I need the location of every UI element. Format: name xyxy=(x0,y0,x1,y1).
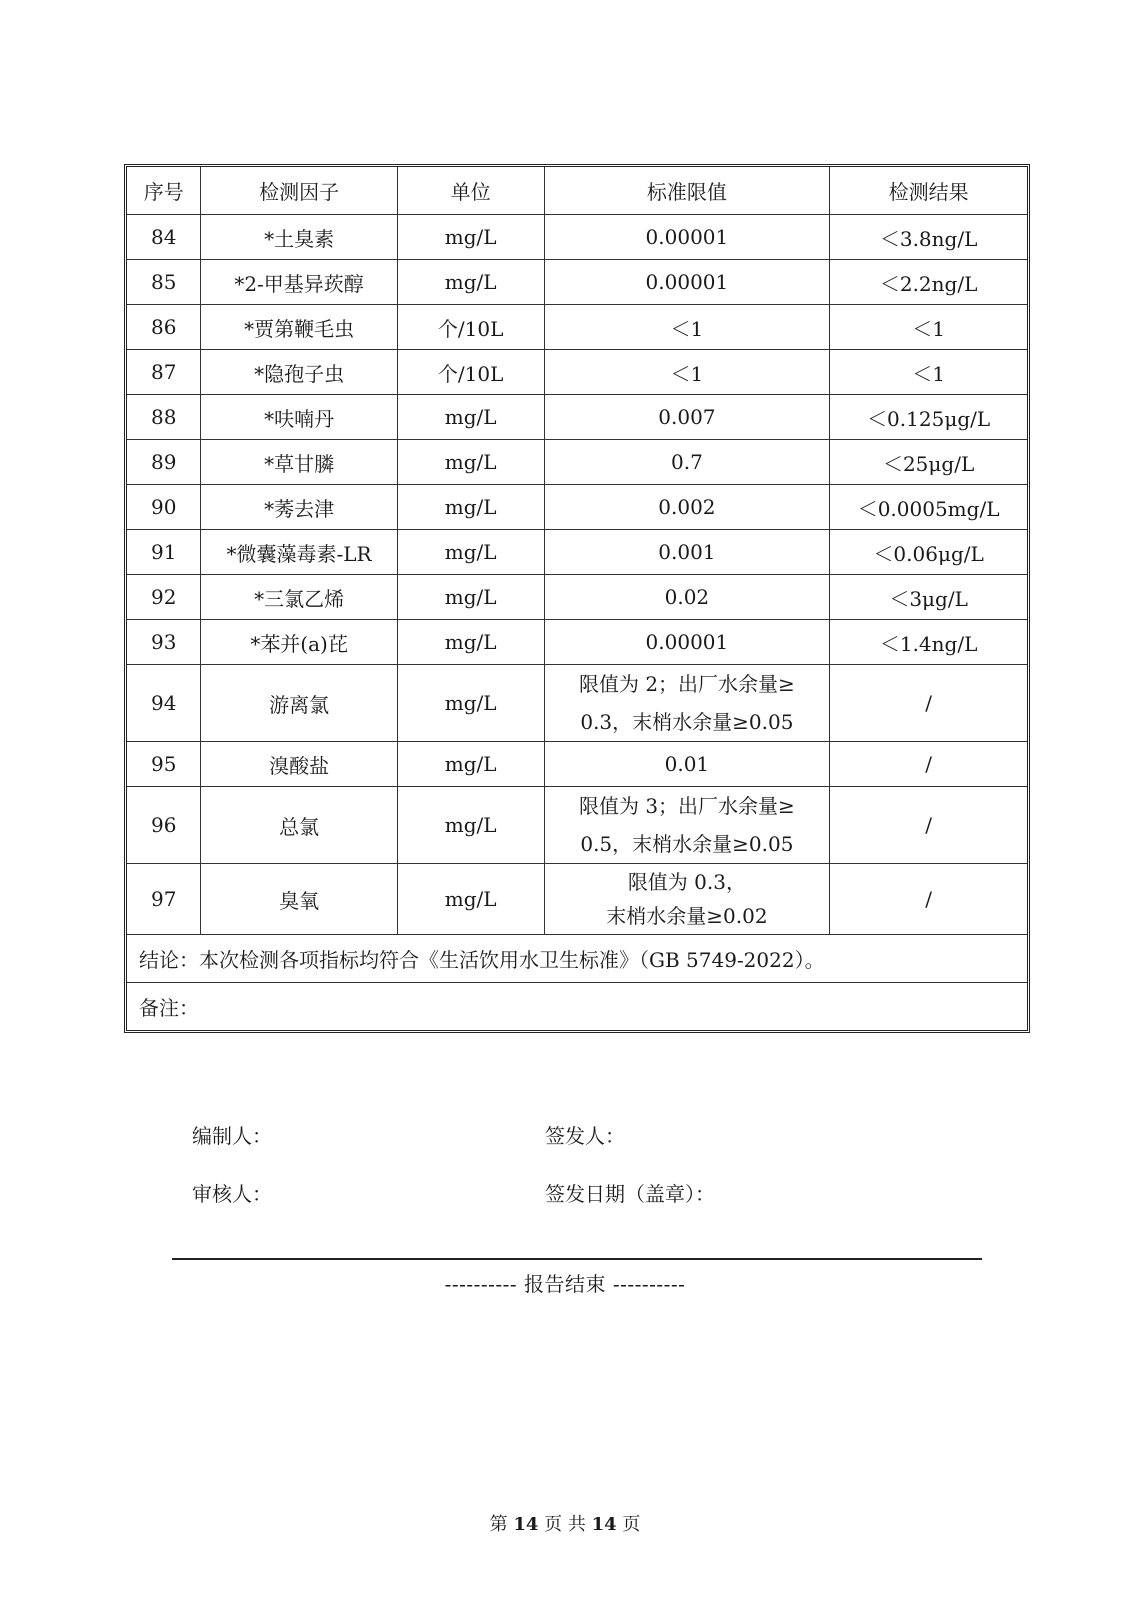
cell-factor: *草甘膦 xyxy=(201,440,397,485)
cell-no: 97 xyxy=(127,864,201,935)
cell-limit: 0.00001 xyxy=(544,620,830,665)
cell-unit: mg/L xyxy=(397,787,544,864)
cell-result: ＜0.125μg/L xyxy=(830,395,1027,440)
table-row xyxy=(127,440,1027,485)
cell-unit: mg/L xyxy=(397,215,544,260)
cell-factor: *隐孢子虫 xyxy=(201,350,397,395)
end-divider xyxy=(172,1258,982,1260)
cell-no: 90 xyxy=(127,485,201,530)
page-suffix: 页 xyxy=(622,1514,641,1535)
cell-limit-line: 末梢水余量≥0.02 xyxy=(606,904,768,928)
cell-result: ＜3.8ng/L xyxy=(830,215,1027,260)
cell-result: ＜1.4ng/L xyxy=(830,620,1027,665)
cell-limit xyxy=(544,787,830,864)
cell-unit: mg/L xyxy=(397,440,544,485)
cell-factor: *微囊藻毒素-LR xyxy=(201,530,397,575)
cell-result: ＜1 xyxy=(830,350,1027,395)
cell-unit: 个/10L xyxy=(397,305,544,350)
cell-limit: 0.01 xyxy=(544,742,830,787)
conclusion-row xyxy=(127,935,1027,983)
cell-result: / xyxy=(830,665,1027,742)
cell-factor: 臭氧 xyxy=(201,864,397,935)
header-unit: 单位 xyxy=(397,167,544,215)
header-no: 序号 xyxy=(127,167,201,215)
cell-factor: *呋喃丹 xyxy=(201,395,397,440)
cell-no: 86 xyxy=(127,305,201,350)
table-row xyxy=(127,575,1027,620)
remark-row xyxy=(127,983,1027,1031)
cell-no: 85 xyxy=(127,260,201,305)
cell-limit xyxy=(544,864,830,935)
report-end-text: ---------- 报告结束 ---------- xyxy=(444,1272,686,1296)
page-middle: 页 共 xyxy=(544,1514,586,1535)
cell-result: ＜2.2ng/L xyxy=(830,260,1027,305)
page-current: 14 xyxy=(513,1514,539,1535)
table-row xyxy=(127,215,1027,260)
cell-limit: 0.001 xyxy=(544,530,830,575)
cell-limit: 0.02 xyxy=(544,575,830,620)
cell-no: 88 xyxy=(127,395,201,440)
cell-result: ＜3μg/L xyxy=(830,575,1027,620)
cell-limit: 0.00001 xyxy=(544,215,830,260)
cell-no: 91 xyxy=(127,530,201,575)
cell-result: / xyxy=(830,742,1027,787)
cell-result: / xyxy=(830,864,1027,935)
cell-limit xyxy=(544,665,830,742)
report-table-frame xyxy=(124,164,1030,1033)
page-total: 14 xyxy=(591,1514,617,1535)
cell-limit: 0.7 xyxy=(544,440,830,485)
cell-factor: *土臭素 xyxy=(201,215,397,260)
reviewer-label: 审核人： xyxy=(192,1182,272,1206)
table-row xyxy=(127,665,1027,742)
table-row xyxy=(127,864,1027,935)
cell-result: ＜1 xyxy=(830,305,1027,350)
issue-date-label: 签发日期（盖章）： xyxy=(545,1182,715,1206)
cell-unit: mg/L xyxy=(397,395,544,440)
cell-factor: *莠去津 xyxy=(201,485,397,530)
cell-limit-line: 0.3，末梢水余量≥0.05 xyxy=(580,710,794,734)
cell-factor: 游离氯 xyxy=(201,665,397,742)
cell-no: 95 xyxy=(127,742,201,787)
cell-no: 89 xyxy=(127,440,201,485)
header-limit: 标准限值 xyxy=(544,167,830,215)
cell-limit: ＜1 xyxy=(544,350,830,395)
table-row xyxy=(127,742,1027,787)
header-result: 检测结果 xyxy=(830,167,1027,215)
table-row xyxy=(127,260,1027,305)
table-row xyxy=(127,395,1027,440)
cell-no: 92 xyxy=(127,575,201,620)
table-row xyxy=(127,305,1027,350)
cell-factor: *贾第鞭毛虫 xyxy=(201,305,397,350)
issuer-label: 签发人： xyxy=(545,1124,625,1148)
cell-result: ＜25μg/L xyxy=(830,440,1027,485)
cell-factor: *苯并(a)芘 xyxy=(201,620,397,665)
cell-factor: 总氯 xyxy=(201,787,397,864)
cell-unit: mg/L xyxy=(397,260,544,305)
cell-limit-line: 0.5，末梢水余量≥0.05 xyxy=(580,832,794,856)
page-number xyxy=(0,1510,1130,1536)
table-row xyxy=(127,620,1027,665)
cell-unit: mg/L xyxy=(397,575,544,620)
report-table xyxy=(127,167,1027,1030)
cell-limit: 0.007 xyxy=(544,395,830,440)
conclusion-text: 结论：本次检测各项指标均符合《生活饮用水卫生标准》（GB 5749-2022）。 xyxy=(127,935,1027,983)
cell-unit: mg/L xyxy=(397,864,544,935)
cell-no: 96 xyxy=(127,787,201,864)
table-row xyxy=(127,485,1027,530)
header-factor: 检测因子 xyxy=(201,167,397,215)
cell-limit: ＜1 xyxy=(544,305,830,350)
cell-limit-line: 限值为 3；出厂水余量≥ xyxy=(578,794,795,818)
table-row xyxy=(127,350,1027,395)
table-row xyxy=(127,787,1027,864)
cell-unit: mg/L xyxy=(397,665,544,742)
cell-factor: *2-甲基异莰醇 xyxy=(201,260,397,305)
cell-unit: 个/10L xyxy=(397,350,544,395)
cell-result: / xyxy=(830,787,1027,864)
cell-factor: *三氯乙烯 xyxy=(201,575,397,620)
cell-result: ＜0.06μg/L xyxy=(830,530,1027,575)
cell-no: 87 xyxy=(127,350,201,395)
cell-no: 94 xyxy=(127,665,201,742)
cell-no: 84 xyxy=(127,215,201,260)
cell-limit-line: 限值为 2；出厂水余量≥ xyxy=(578,672,795,696)
cell-factor: 溴酸盐 xyxy=(201,742,397,787)
compiler-label: 编制人： xyxy=(192,1124,272,1148)
cell-limit: 0.002 xyxy=(544,485,830,530)
cell-result: ＜0.0005mg/L xyxy=(830,485,1027,530)
cell-limit: 0.00001 xyxy=(544,260,830,305)
cell-unit: mg/L xyxy=(397,485,544,530)
table-row xyxy=(127,530,1027,575)
page-prefix: 第 xyxy=(489,1514,508,1535)
cell-unit: mg/L xyxy=(397,742,544,787)
cell-limit-line: 限值为 0.3， xyxy=(627,870,746,894)
cell-unit: mg/L xyxy=(397,620,544,665)
cell-no: 93 xyxy=(127,620,201,665)
table-header-row xyxy=(127,167,1027,215)
cell-unit: mg/L xyxy=(397,530,544,575)
remark-text: 备注： xyxy=(127,983,1027,1031)
